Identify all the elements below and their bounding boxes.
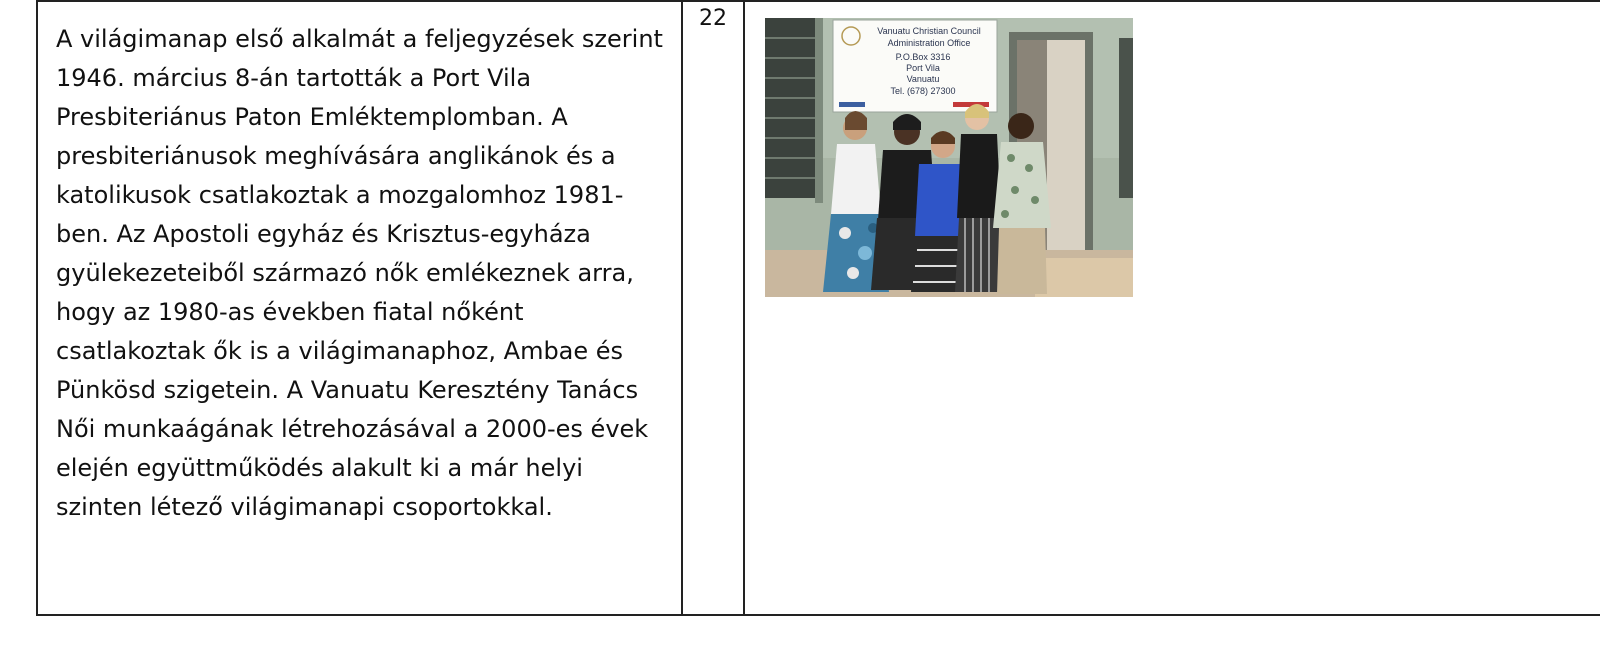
sign-line: Administration Office (887, 38, 971, 48)
paragraph-line: A világimanap első alkalmát a feljegyzések szerint (56, 25, 663, 53)
image-cell (743, 0, 1600, 616)
sign-line: P.O.Box 3316 (895, 52, 951, 62)
sign-line: Vanuatu Christian Council (877, 26, 981, 36)
sign-line: Vanuatu (906, 74, 940, 84)
paragraph (56, 20, 676, 527)
paragraph-line: presbiteriánusok meghívására anglikánok és a (56, 142, 616, 170)
sign-line: Port Vila (906, 63, 940, 73)
paragraph-line: 1946. március 8-án tartották a Port Vila (56, 64, 532, 92)
paragraph-line: csatlakoztak ők is a világimanaphoz, Ambae és (56, 337, 624, 365)
paragraph-line: Pünkösd szigetein. A Vanuatu Keresztény Tanács (56, 376, 639, 404)
paragraph-line: elején együttműködés alakult ki a már helyi (56, 454, 583, 482)
group-photo (765, 18, 1133, 297)
paragraph-line: gyülekezeteiből származó nők emlékeznek arra, (56, 259, 634, 287)
document-table (36, 0, 1600, 616)
paragraph-line: ben. Az Apostoli egyház és Krisztus-egyháza (56, 220, 591, 248)
item-number: 22 (699, 6, 727, 31)
paragraph-line: katolikusok csatlakoztak a mozgalomhoz 1981- (56, 181, 624, 209)
paragraph-line: Női munkaágának létrehozásával a 2000-es évek (56, 415, 649, 443)
paragraph-line: hogy az 1980-as években fiatal nőként (56, 298, 524, 326)
paragraph-line: szinten létező világimanapi csoportokkal. (56, 493, 553, 521)
number-cell (681, 0, 745, 616)
text-cell (36, 0, 683, 616)
paragraph-line: Presbiteriánus Paton Emléktemplomban. A (56, 103, 568, 131)
sign-line: Tel. (678) 27300 (890, 86, 956, 96)
sign-board (833, 20, 997, 112)
